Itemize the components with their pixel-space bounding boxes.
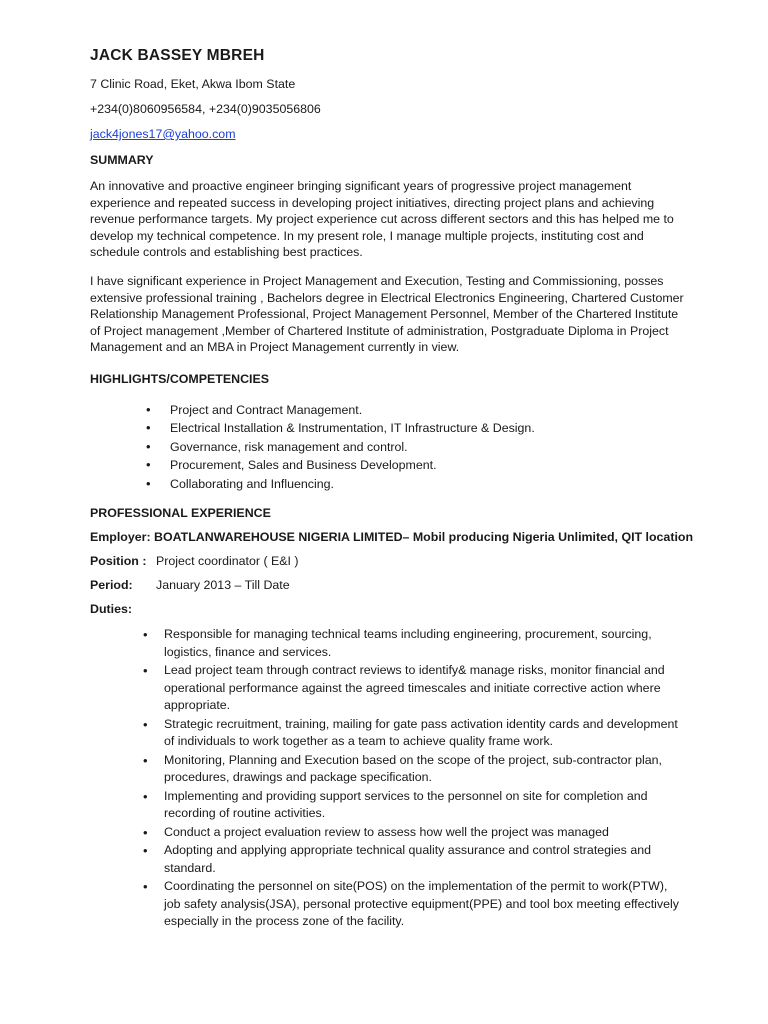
period-value: January 2013 – Till Date xyxy=(156,578,290,592)
address: 7 Clinic Road, Eket, Akwa Ibom State xyxy=(90,77,296,91)
phone-numbers: +234(0)8060956584, +234(0)9035056806 xyxy=(90,102,321,116)
summary-heading: SUMMARY xyxy=(90,153,154,167)
experience-heading: PROFESSIONAL EXPERIENCE xyxy=(90,506,271,520)
list-item: • Electrical Installation & Instrumentation, IT Infrastructure & Design. xyxy=(140,419,535,437)
position-label: Position : xyxy=(90,554,147,568)
position-value: Project coordinator ( E&I ) xyxy=(156,554,299,568)
list-item: • Coordinating the personnel on site(POS) on the implementation of the permit to work(PTW), job safety analysis(JSA), personal protective equipment(PPE) and tool box meeting effectively especially in the process zone of the facility. xyxy=(140,878,680,931)
email-link[interactable]: jack4jones17@yahoo.com xyxy=(90,127,236,141)
list-item: • Conduct a project evaluation review to assess how well the project was managed xyxy=(140,824,680,842)
list-item: • Strategic recruitment, training, mailing for gate pass activation identity cards and development of individuals to work together as a team to achieve quality frame work. xyxy=(140,716,680,751)
summary-paragraph-1: An innovative and proactive engineer bringing significant years of progressive project management experience and repeated success in developing project initiatives, directing project plans and achieving revenue performance targets. My project experience cut across different sectors and this has helped me to develop my technical competence. In my present role, I manage multiple projects, instituting cost and schedule controls and establishing best practices. xyxy=(90,179,674,259)
duties-list xyxy=(140,626,680,932)
highlights-heading: HIGHLIGHTS/COMPETENCIES xyxy=(90,372,269,386)
list-item: • Project and Contract Management. xyxy=(140,401,535,419)
highlights-list xyxy=(140,401,535,493)
position-line xyxy=(90,554,299,568)
list-item: • Adopting and applying appropriate technical quality assurance and control strategies and standard. xyxy=(140,842,680,877)
list-item: • Monitoring, Planning and Execution based on the scope of the project, sub-contractor plan, procedures, drawings and package specification. xyxy=(140,752,680,787)
duties-label: Duties: xyxy=(90,602,132,616)
list-item: • Implementing and providing support services to the personnel on site for completion and recording of routine activities. xyxy=(140,788,680,823)
list-item: • Responsible for managing technical teams including engineering, procurement, sourcing, logistics, finance and services. xyxy=(140,626,680,661)
period-line xyxy=(90,578,290,592)
list-item: • Lead project team through contract reviews to identify& manage risks, monitor financial and operational performance against the agreed timescales and initiate corrective action where appropriate. xyxy=(140,662,680,715)
list-item: • Collaborating and Influencing. xyxy=(140,475,535,493)
employer-line: Employer: BOATLANWAREHOUSE NIGERIA LIMITED– Mobil producing Nigeria Unlimited, QIT location xyxy=(90,530,694,544)
list-item: • Governance, risk management and control. xyxy=(140,438,535,456)
list-item: • Procurement, Sales and Business Development. xyxy=(140,456,535,474)
period-label: Period: xyxy=(90,578,133,592)
summary-paragraph-2: I have significant experience in Project Management and Execution, Testing and Commissioning, posses extensive professional training , Bachelors degree in Electrical Electronics Engineering, Chartered Customer Relationship Management Professional, Project Management Personnel, Member of the Chartered Institute of Project management ,Member of Chartered Institute of administration, Postgraduate Diploma in Project Management and an MBA in Project Management currently in view. xyxy=(90,274,684,354)
candidate-name: JACK BASSEY MBREH xyxy=(90,47,265,64)
